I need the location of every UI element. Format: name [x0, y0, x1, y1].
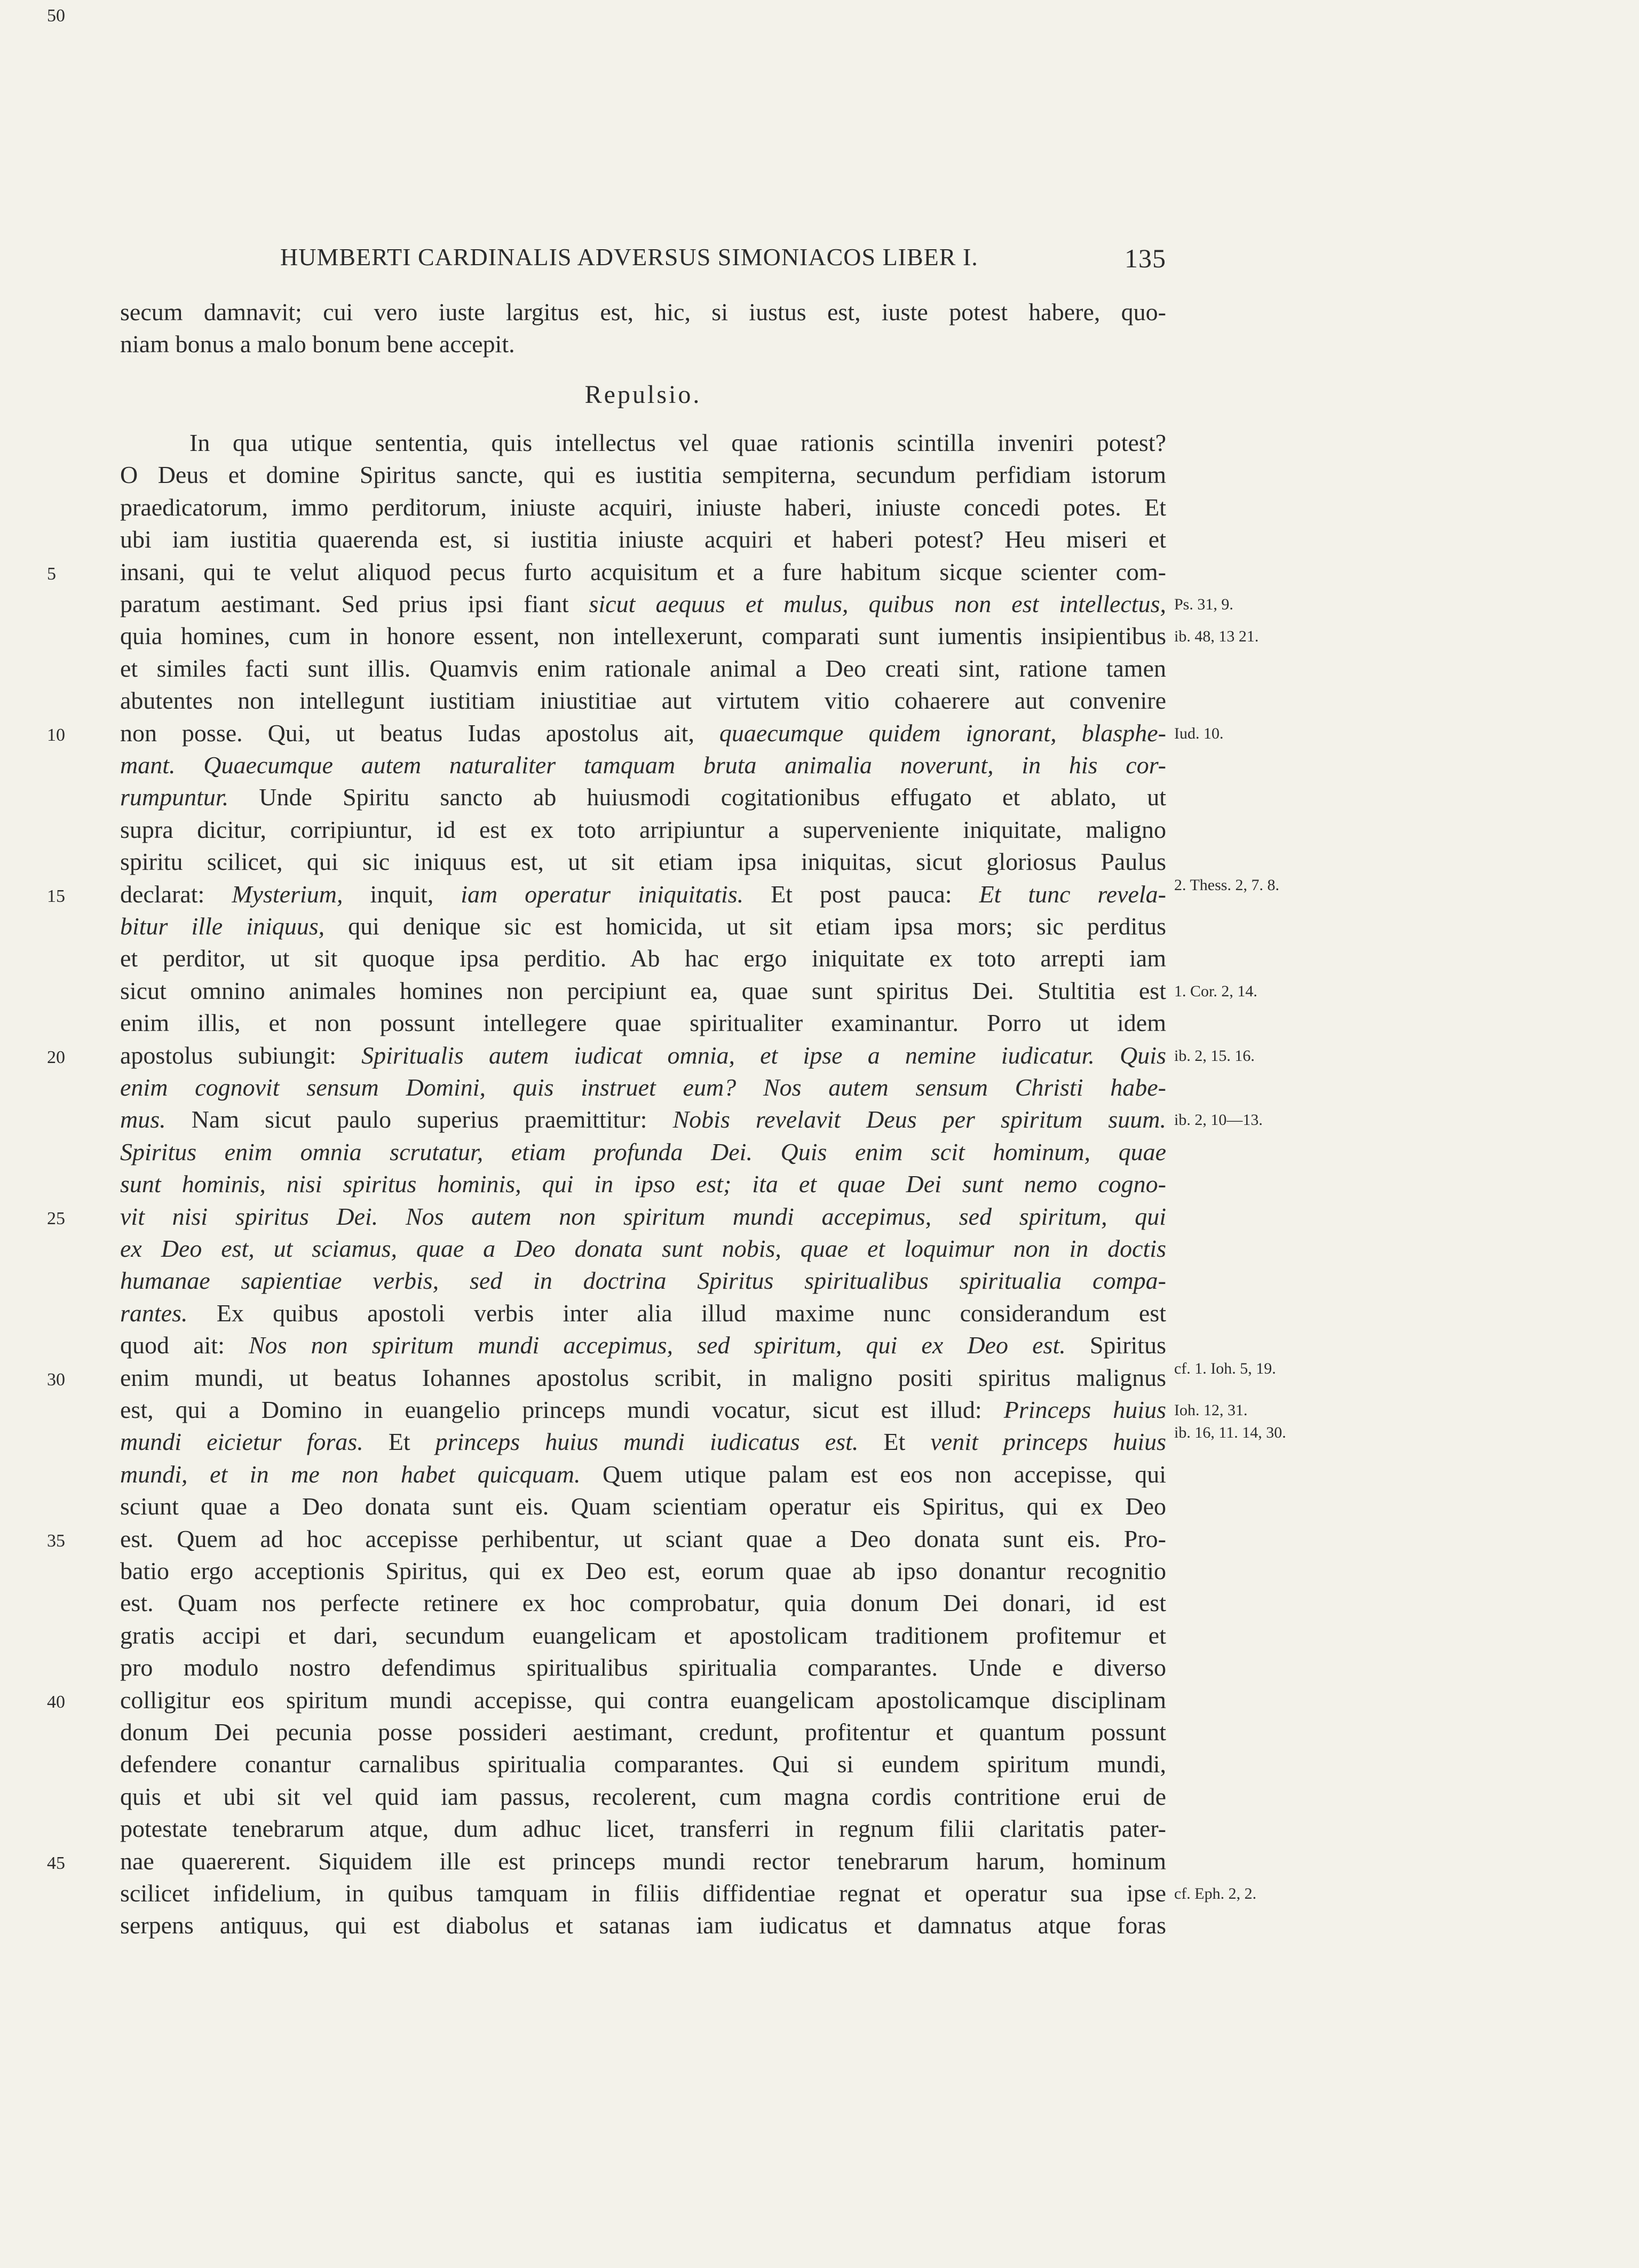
text-line: mant. Quaecumque autem naturaliter tamquam bruta animalia noverunt, in his cor-	[120, 751, 1166, 779]
text-line: Spiritus enim omnia scrutatur, etiam profunda Dei. Quis enim scit hominum, quae	[120, 1138, 1166, 1165]
line-number: 45	[47, 1853, 65, 1873]
text-line: secum damnavit; cui vero iuste largitus est, hic, si iustus est, iuste potest habere, quo-	[120, 298, 1166, 326]
text-line: sciunt quae a Deo donata sunt eis. Quam scientiam operatur eis Spiritus, qui ex Deo	[120, 1493, 1166, 1520]
running-header	[120, 243, 1166, 275]
line-number: 25	[47, 1208, 65, 1228]
line-number: 50	[47, 6, 65, 26]
text-line: paratum aestimant. Sed prius ipsi fiant sicut aequus et mulus, quibus non est intellectus,	[120, 590, 1166, 617]
text-line: rantes. Ex quibus apostoli verbis inter alia illud maxime nunc considerandum est	[120, 1299, 1166, 1327]
text-line: declarat: Mysterium, inquit, iam operatur iniquitatis. Et post pauca: Et tunc revela-	[120, 880, 1167, 908]
text-line: serpens antiquus, qui est diabolus et satanas iam iudicatus et damnatus atque foras	[120, 1912, 1166, 1939]
text-line: scilicet infidelium, in quibus tamquam in filiis diffidentiae regnat et operatur sua ipse	[120, 1880, 1166, 1907]
marginal-reference: ib. 2, 10—13.	[1174, 1111, 1263, 1129]
line-number: 20	[47, 1047, 65, 1067]
marginal-reference: 2. Thess. 2, 7. 8.	[1174, 876, 1279, 894]
marginal-reference: ib. 2, 15. 16.	[1174, 1046, 1255, 1065]
text-line: est, qui a Domino in euangelio princeps mundi vocatur, sicut est illud: Princeps huius	[120, 1396, 1166, 1423]
running-title: HUMBERTI CARDINALIS ADVERSUS SIMONIACOS LIBER I.	[280, 243, 978, 271]
line-number: 10	[47, 725, 65, 745]
text-line: In qua utique sententia, quis intellectus vel quae rationis scintilla inveniri potest?	[189, 429, 1166, 456]
text-line: defendere conantur carnalibus spiritualia comparantes. Qui si eundem spiritum mundi,	[120, 1750, 1166, 1778]
text-line: nae quaererent. Siquidem ille est princeps mundi rector tenebrarum harum, hominum	[120, 1847, 1166, 1875]
text-line: est. Quam nos perfecte retinere ex hoc comprobatur, quia donum Dei donari, id est	[120, 1589, 1166, 1617]
section-heading: Repulsio.	[584, 380, 702, 409]
text-line: niam bonus a malo bonum bene accepit.	[120, 330, 515, 358]
text-line: et perditor, ut sit quoque ipsa perditio. Ab hac ergo iniquitate ex toto arrepti iam	[120, 945, 1166, 972]
text-line: mundi, et in me non habet quicquam. Quem utique palam est eos non accepisse, qui	[120, 1460, 1167, 1488]
text-line: donum Dei pecunia posse possideri aestimant, credunt, profitentur et quantum possunt	[120, 1718, 1166, 1746]
text-line: quia homines, cum in honore essent, non intellexerunt, comparati sunt iumentis insipientibus	[120, 622, 1166, 650]
text-line: sunt hominis, nisi spiritus hominis, qui in ipso est; ita et quae Dei sunt nemo cogno-	[120, 1170, 1166, 1198]
line-number: 40	[47, 1692, 65, 1712]
text-line: quis et ubi sit vel quid iam passus, recolerent, cum magna cordis contritione erui de	[120, 1782, 1166, 1810]
marginal-reference: cf. 1. Ioh. 5, 19.	[1174, 1359, 1276, 1377]
text-line: potestate tenebrarum atque, dum adhuc licet, transferri in regnum filii claritatis pater-	[120, 1815, 1166, 1843]
text-line: insani, qui te velut aliquod pecus furto acquisitum et a fure habitum sicque scienter com-	[120, 558, 1166, 585]
marginal-reference: Ioh. 12, 31.	[1174, 1401, 1248, 1419]
marginal-reference: Iud. 10.	[1174, 724, 1224, 742]
line-number: 5	[47, 564, 56, 584]
line-number: 35	[47, 1530, 65, 1551]
text-line: enim illis, et non possunt intellegere quae spiritualiter examinantur. Porro ut idem	[120, 1009, 1166, 1037]
line-number: 30	[47, 1369, 65, 1390]
text-line: O Deus et domine Spiritus sancte, qui es iustitia sempiterna, secundum perfidiam istorum	[120, 461, 1166, 489]
line-number: 15	[47, 886, 65, 906]
text-line: enim cognovit sensum Domini, quis instruet eum? Nos autem sensum Christi habe-	[120, 1074, 1166, 1101]
marginal-reference: cf. Eph. 2, 2.	[1174, 1885, 1257, 1902]
text-line: sicut omnino animales homines non percipiunt ea, quae sunt spiritus Dei. Stultitia est	[120, 977, 1166, 1004]
marginal-reference: ib. 16, 11. 14, 30.	[1174, 1424, 1286, 1442]
text-line: ex Deo est, ut sciamus, quae a Deo donata sunt nobis, quae et loquimur non in doctis	[120, 1235, 1166, 1262]
text-line: abutentes non intellegunt iustitiam iniustitiae aut virtutem vitio cohaerere aut convenire	[120, 687, 1166, 715]
text-line: colligitur eos spiritum mundi accepisse, qui contra euangelicam apostolicamque disciplinam	[120, 1686, 1166, 1714]
text-line: mus. Nam sicut paulo superius praemittitur: Nobis revelavit Deus per spiritum suum.	[120, 1106, 1166, 1133]
text-line: non posse. Qui, ut beatus Iudas apostolus ait, quaecumque quidem ignorant, blasphe-	[120, 719, 1166, 747]
text-line: spiritu scilicet, qui sic iniquus est, ut sit etiam ipsa iniquitas, sicut gloriosus Paulus	[120, 848, 1166, 876]
text-line: gratis accipi et dari, secundum euangelicam et apostolicam traditionem profitemur et	[120, 1621, 1166, 1649]
text-line: mundi eicietur foras. Et princeps huius mundi iudicatus est. Et venit princeps huius	[120, 1428, 1166, 1456]
text-line: rumpuntur. Unde Spiritu sancto ab huiusmodi cogitationibus effugato et ablato, ut	[120, 783, 1166, 811]
text-line: pro modulo nostro defendimus spiritualibus spiritualia comparantes. Unde e diverso	[120, 1654, 1166, 1682]
text-line: praedicatorum, immo perditorum, iniuste acquiri, iniuste haberi, iniuste concedi potes. Et	[120, 493, 1166, 521]
text-line: enim mundi, ut beatus Iohannes apostolus scribit, in maligno positi spiritus malignus	[120, 1363, 1166, 1391]
text-line: humanae sapientiae verbis, sed in doctrina Spiritus spiritualibus spiritualia compa-	[120, 1267, 1166, 1295]
text-line: quod ait: Nos non spiritum mundi accepimus, sed spiritum, qui ex Deo est. Spiritus	[120, 1331, 1166, 1359]
marginal-reference: Ps. 31, 9.	[1174, 596, 1233, 613]
text-line: est. Quem ad hoc accepisse perhibentur, ut sciant quae a Deo donata sunt eis. Pro-	[120, 1525, 1166, 1552]
marginal-reference: ib. 48, 13 21.	[1174, 628, 1259, 646]
text-line: supra dicitur, corripiuntur, id est ex toto arripiuntur a superveniente iniquitate, maligno	[120, 815, 1166, 843]
text-line: batio ergo acceptionis Spiritus, qui ex Deo est, eorum quae ab ipso donantur recognitio	[120, 1557, 1166, 1584]
text-line: et similes facti sunt illis. Quamvis enim rationale animal a Deo creati sint, ratione tamen	[120, 654, 1166, 682]
page-number: 135	[1125, 243, 1166, 273]
text-line: vit nisi spiritus Dei. Nos autem non spiritum mundi accepimus, sed spiritum, qui	[120, 1202, 1166, 1230]
text-line: bitur ille iniquus, qui denique sic est homicida, ut sit etiam ipsa mors; sic perditus	[120, 913, 1167, 940]
marginal-reference: 1. Cor. 2, 14.	[1174, 982, 1257, 1000]
text-line: apostolus subiungit: Spiritualis autem iudicat omnia, et ipse a nemine iudicatur. Quis	[120, 1041, 1166, 1069]
text-line: ubi iam iustitia quaerenda est, si iustitia iniuste acquiri et haberi potest? Heu miseri et	[120, 526, 1166, 553]
